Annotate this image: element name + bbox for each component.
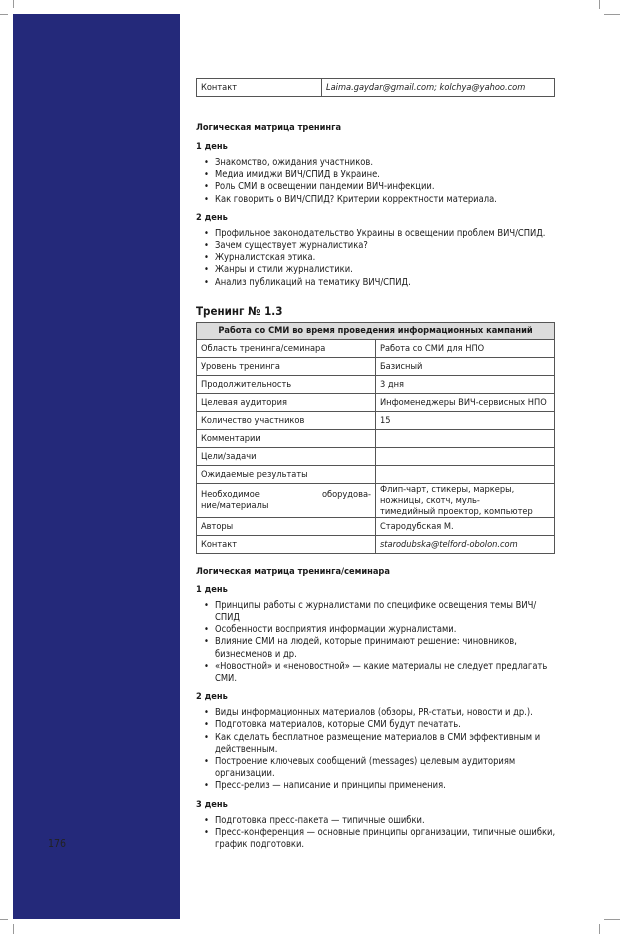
list-item: • Особенности восприятия информации журналистами.	[204, 624, 556, 636]
list-item: • Построение ключевых сообщений (messages) целевым аудиториям организации.	[204, 756, 556, 780]
day-title: 2 день	[196, 211, 228, 223]
row-value-line: тимедийный проектор, компьютер	[380, 505, 533, 517]
list-item: • Пресс-конференция — основные принципы организации, типичные ошибки, график подготовки.	[204, 827, 556, 851]
list-item: • Медиа имиджи ВИЧ/СПИД в Украине.	[204, 169, 556, 181]
row-label: Комментарии	[197, 429, 376, 447]
day-title: 1 день	[196, 583, 228, 595]
row-label: Целевая аудитория	[197, 393, 376, 411]
row-label: Цели/задачи	[197, 447, 376, 465]
row-value-line: Флип-чарт, стикеры, маркеры, ножницы, скотч, муль-	[380, 483, 515, 506]
matrix-heading: Логическая матрица тренинга	[196, 122, 342, 133]
row-label: Область тренинга/семинара	[197, 339, 376, 357]
list-item: • Роль СМИ в освещении пандемии ВИЧ-инфекции.	[204, 181, 556, 193]
table-header-row	[197, 322, 555, 339]
row-label: Уровень тренинга	[197, 357, 376, 375]
row-label: Контакт	[197, 535, 376, 553]
row-value: starodubska@telford-obolon.com	[376, 535, 555, 553]
crop-mark	[604, 919, 620, 920]
day-title: 2 день	[196, 691, 228, 703]
row-label: Авторы	[197, 517, 376, 535]
crop-mark	[13, 0, 14, 8]
row-label: Количество участников	[197, 411, 376, 429]
row-value: Работа со СМИ для НПО	[376, 339, 555, 357]
row-label: Продолжительность	[197, 375, 376, 393]
row-value: 15	[376, 411, 555, 429]
sidebar-band	[13, 14, 180, 919]
crop-mark	[604, 14, 620, 15]
matrix-heading: Логическая матрица тренинга/семинара	[196, 565, 390, 577]
list-item: • Как сделать бесплатное размещение материалов в СМИ эффективным и действенным.	[204, 732, 556, 756]
row-value: Инфоменеджеры ВИЧ-сервисных НПО	[376, 393, 555, 411]
table-header: Работа со СМИ во время проведения информационных кампаний	[197, 322, 555, 339]
table-row	[197, 535, 555, 553]
row-value	[376, 447, 555, 465]
table-row	[197, 465, 555, 483]
row-value	[376, 465, 555, 483]
crop-mark	[0, 14, 8, 15]
row-label-line: Необходимое оборудова-	[201, 489, 371, 501]
table-row	[197, 79, 555, 97]
list-item: • Зачем существует журналистика?	[204, 240, 556, 252]
list-item: • Подготовка пресс-пакета — типичные ошибки.	[204, 815, 556, 827]
bullet-list	[196, 157, 556, 206]
row-value: Стародубская М.	[376, 517, 555, 535]
table-row	[197, 517, 555, 535]
list-item: • Как говорить о ВИЧ/СПИД? Критерии корректности материала.	[204, 194, 556, 206]
table-row	[197, 393, 555, 411]
table-row	[197, 483, 555, 517]
day-title: 3 день	[196, 798, 228, 810]
training-title: Тренинг № 1.3	[196, 303, 283, 318]
crop-mark	[0, 919, 8, 920]
day-title: 1 день	[196, 141, 228, 152]
row-label	[197, 483, 376, 517]
table-row	[197, 375, 555, 393]
list-item: • Журналистская этика.	[204, 252, 556, 264]
bullet-list	[196, 228, 556, 289]
row-label: Ожидаемые результаты	[197, 465, 376, 483]
bullet-list	[196, 600, 556, 685]
contact-label: Контакт	[197, 79, 322, 97]
crop-mark	[599, 0, 600, 9]
list-item: • Профильное законодательство Украины в освещении проблем ВИЧ/СПИД.	[204, 228, 556, 240]
list-item: • Анализ публикаций на тематику ВИЧ/СПИД.	[204, 277, 556, 289]
list-item: • Влияние СМИ на людей, которые принимают решение: чиновников, бизнесменов и др.	[204, 636, 556, 660]
list-item: • Принципы работы с журналистами по специфике освещения темы ВИЧ/СПИД	[204, 600, 556, 624]
row-value	[376, 483, 555, 517]
row-value	[376, 429, 555, 447]
crop-mark	[599, 924, 600, 934]
table-row	[197, 339, 555, 357]
contact-value: Laima.gaydar@gmail.com; kolchya@yahoo.com	[322, 79, 555, 97]
list-item: • Виды информационных материалов (обзоры, PR-статьи, новости и др.).	[204, 707, 556, 719]
row-value: Базисный	[376, 357, 555, 375]
bullet-list	[196, 815, 556, 852]
row-label-line: ние/материалы	[201, 500, 269, 512]
table-row	[197, 411, 555, 429]
list-item: • Подготовка материалов, которые СМИ будут печатать.	[204, 719, 556, 731]
crop-mark	[13, 924, 14, 934]
page-content	[196, 78, 556, 851]
row-value: 3 дня	[376, 375, 555, 393]
list-item: • Пресс-релиз — написание и принципы применения.	[204, 780, 556, 792]
contact-table	[196, 78, 555, 97]
list-item: • Знакомство, ожидания участников.	[204, 157, 556, 169]
page-number: 176	[48, 838, 67, 850]
table-row	[197, 429, 555, 447]
bullet-list	[196, 707, 556, 792]
table-row	[197, 447, 555, 465]
training-table	[196, 322, 555, 554]
list-item: • Жанры и стили журналистики.	[204, 264, 556, 276]
list-item: • «Новостной» и «неновостной» — какие материалы не следует предлагать СМИ.	[204, 661, 556, 685]
table-row	[197, 357, 555, 375]
